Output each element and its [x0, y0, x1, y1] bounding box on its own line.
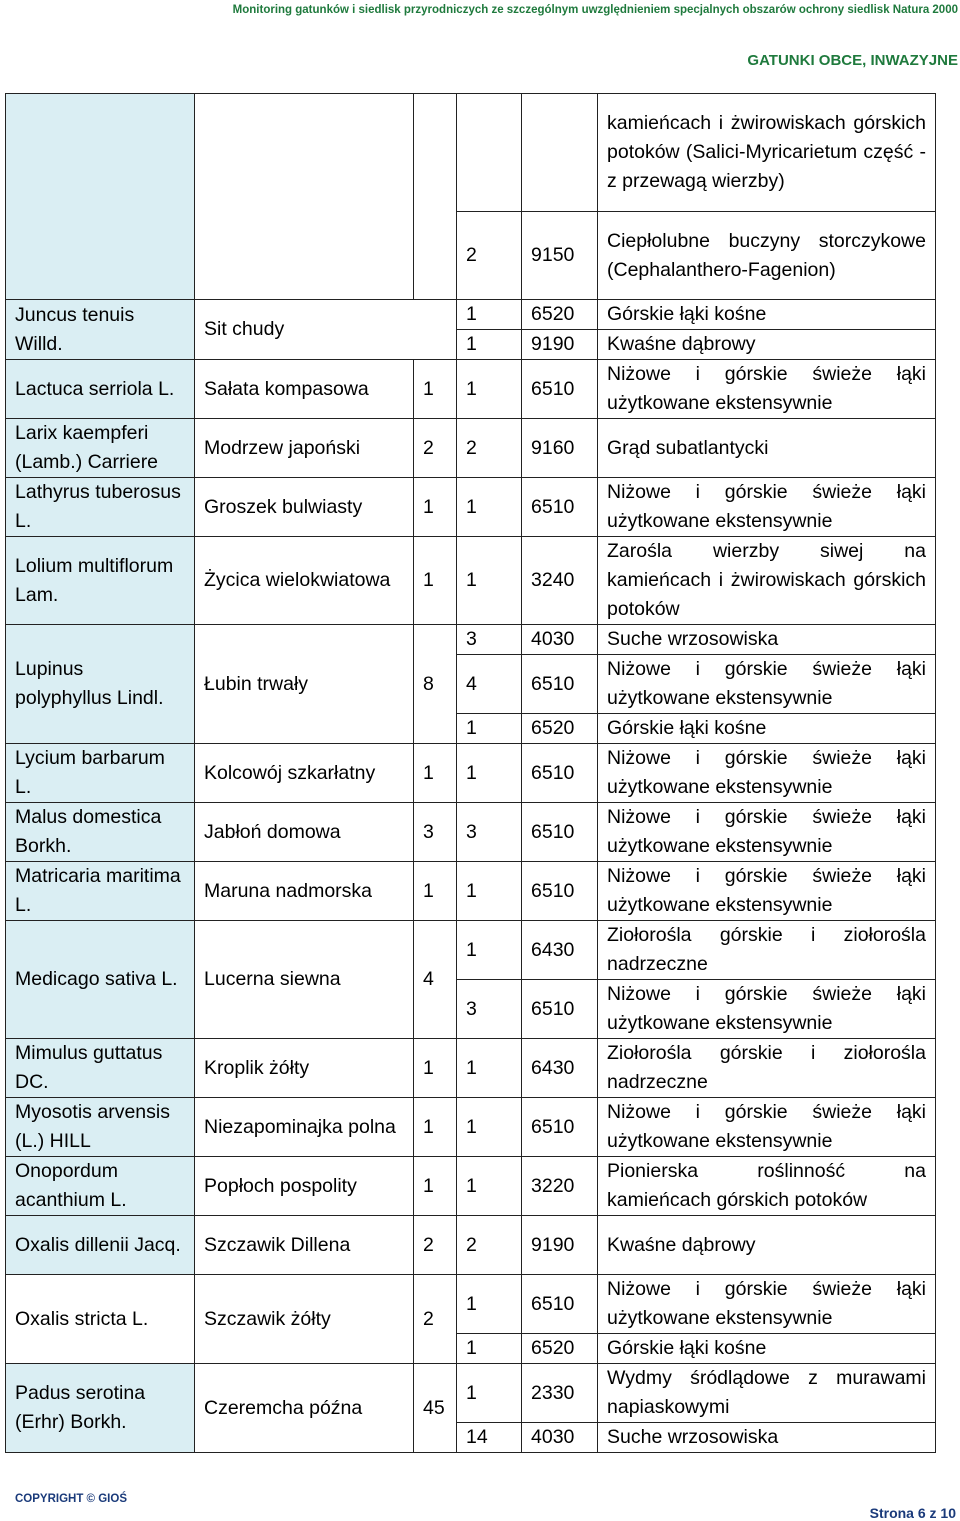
habitat-name-cell: Górskie łąki kośne [598, 300, 936, 330]
habitat-code-cell: 9150 [522, 212, 598, 300]
habitat-name-cell: Niżowe i górskie świeże łąki użytkowane ekstensywnie [598, 1098, 936, 1157]
polish-name-cell: Popłoch pospolity [195, 1157, 414, 1216]
habitat-name-cell: Kwaśne dąbrowy [598, 330, 936, 360]
habitat-code-cell: 6520 [522, 714, 598, 744]
table-row [6, 1098, 936, 1157]
latin-name-cell: Malus domestica Borkh. [6, 803, 195, 862]
habitat-count-cell: 3 [457, 803, 522, 862]
habitat-code-cell: 9190 [522, 1216, 598, 1275]
polish-name-cell: Szczawik żółty [195, 1275, 414, 1364]
habitat-count-cell: 1 [457, 1364, 522, 1423]
table-row [6, 1364, 936, 1423]
latin-name-cell: Oxalis dillenii Jacq. [6, 1216, 195, 1275]
count-cell: 2 [414, 419, 457, 478]
species-table [5, 93, 936, 1453]
count-cell: 45 [414, 1364, 457, 1453]
table-row [6, 1216, 936, 1275]
habitat-count-cell: 1 [457, 360, 522, 419]
table-row [6, 744, 936, 803]
table-row [6, 625, 936, 655]
habitat-code-cell: 6430 [522, 921, 598, 980]
habitat-code-cell: 6510 [522, 655, 598, 714]
count-cell: 1 [414, 1157, 457, 1216]
habitat-name-cell: Zarośla wierzby siwej na kamieńcach i żwirowiskach górskich potoków [598, 537, 936, 625]
table-row [6, 300, 936, 330]
polish-name-cell [195, 94, 414, 300]
latin-name-cell: Lactuca serriola L. [6, 360, 195, 419]
latin-name-cell: Lycium barbarum L. [6, 744, 195, 803]
habitat-name-cell: Górskie łąki kośne [598, 1334, 936, 1364]
habitat-count-cell: 1 [457, 921, 522, 980]
count-cell: 1 [414, 744, 457, 803]
polish-name-cell: Modrzew japoński [195, 419, 414, 478]
habitat-name-cell: kamieńcach i żwirowiskach górskich potoków (Salici-Myricarietum część - z przewagą wierzby) [598, 94, 936, 212]
latin-name-cell: Juncus tenuis Willd. [6, 300, 195, 360]
table-row [6, 921, 936, 980]
habitat-count-cell: 2 [457, 419, 522, 478]
latin-name-cell: Mimulus guttatus DC. [6, 1039, 195, 1098]
table-row [6, 862, 936, 921]
count-cell: 8 [414, 625, 457, 744]
count-cell: 1 [414, 360, 457, 419]
habitat-code-cell: 6510 [522, 862, 598, 921]
page-number: Strona 6 z 10 [869, 1505, 956, 1521]
habitat-code-cell: 3220 [522, 1157, 598, 1216]
habitat-count-cell: 1 [457, 478, 522, 537]
count-cell: 2 [414, 1275, 457, 1364]
latin-name-cell: Onopordum acanthium L. [6, 1157, 195, 1216]
habitat-name-cell: Górskie łąki kośne [598, 714, 936, 744]
habitat-name-cell: Grąd subatlantycki [598, 419, 936, 478]
table-row [6, 478, 936, 537]
habitat-name-cell: Niżowe i górskie świeże łąki użytkowane ekstensywnie [598, 478, 936, 537]
count-cell: 1 [414, 1098, 457, 1157]
habitat-count-cell [457, 94, 522, 212]
habitat-code-cell: 9190 [522, 330, 598, 360]
habitat-count-cell: 1 [457, 1275, 522, 1334]
table-row [6, 419, 936, 478]
latin-name-cell: Oxalis stricta L. [6, 1275, 195, 1364]
table-row [6, 803, 936, 862]
latin-name-cell: Padus serotina (Erhr) Borkh. [6, 1364, 195, 1453]
habitat-count-cell: 1 [457, 330, 522, 360]
latin-name-cell: Lathyrus tuberosus L. [6, 478, 195, 537]
polish-name-cell: Kroplik żółty [195, 1039, 414, 1098]
habitat-name-cell: Suche wrzosowiska [598, 1423, 936, 1453]
count-cell: 1 [414, 862, 457, 921]
polish-name-cell: Czeremcha późna [195, 1364, 414, 1453]
habitat-code-cell [522, 94, 598, 212]
polish-name-cell: Łubin trwały [195, 625, 414, 744]
habitat-code-cell: 6430 [522, 1039, 598, 1098]
habitat-count-cell: 1 [457, 1039, 522, 1098]
habitat-count-cell: 3 [457, 625, 522, 655]
habitat-code-cell: 6510 [522, 360, 598, 419]
section-title: GATUNKI OBCE, INWAZYJNE [747, 52, 958, 69]
count-cell: 2 [414, 1216, 457, 1275]
habitat-code-cell: 6510 [522, 803, 598, 862]
habitat-count-cell: 1 [457, 744, 522, 803]
count-cell: 1 [414, 537, 457, 625]
table-row [6, 360, 936, 419]
habitat-name-cell: Niżowe i górskie świeże łąki użytkowane ekstensywnie [598, 655, 936, 714]
habitat-code-cell: 3240 [522, 537, 598, 625]
count-cell: 3 [414, 803, 457, 862]
habitat-count-cell: 1 [457, 1157, 522, 1216]
habitat-name-cell: Niżowe i górskie świeże łąki użytkowane ekstensywnie [598, 360, 936, 419]
table-row [6, 1039, 936, 1098]
habitat-code-cell: 6510 [522, 744, 598, 803]
habitat-name-cell: Kwaśne dąbrowy [598, 1216, 936, 1275]
habitat-count-cell: 1 [457, 862, 522, 921]
polish-name-cell: Lucerna siewna [195, 921, 414, 1039]
count-cell: 1 [414, 1039, 457, 1098]
count-cell [414, 94, 457, 300]
latin-name-cell: Myosotis arvensis (L.) HILL [6, 1098, 195, 1157]
polish-name-cell: Jabłoń domowa [195, 803, 414, 862]
habitat-name-cell: Niżowe i górskie świeże łąki użytkowane ekstensywnie [598, 1275, 936, 1334]
habitat-name-cell: Niżowe i górskie świeże łąki użytkowane ekstensywnie [598, 980, 936, 1039]
polish-name-cell: Sałata kompasowa [195, 360, 414, 419]
polish-name-cell: Kolcowój szkarłatny [195, 744, 414, 803]
habitat-name-cell: Pionierska roślinność na kamieńcach górskich potoków [598, 1157, 936, 1216]
polish-name-cell: Maruna nadmorska [195, 862, 414, 921]
habitat-code-cell: 6510 [522, 1098, 598, 1157]
latin-name-cell: Lolium multiflorum Lam. [6, 537, 195, 625]
polish-name-cell: Niezapominajka polna [195, 1098, 414, 1157]
habitat-code-cell: 6520 [522, 300, 598, 330]
table-row [6, 94, 936, 212]
habitat-code-cell: 6510 [522, 1275, 598, 1334]
document-header-title: Monitoring gatunków i siedlisk przyrodniczych ze szczególnym uwzględnieniem specjalnych obszarów ochrony siedlisk Natura 2000 [232, 4, 958, 16]
table-row [6, 1275, 936, 1334]
habitat-count-cell: 2 [457, 1216, 522, 1275]
habitat-name-cell: Suche wrzosowiska [598, 625, 936, 655]
latin-name-cell [6, 94, 195, 300]
polish-name-cell: Sit chudy [195, 300, 457, 360]
habitat-name-cell: Ziołorośla górskie i ziołorośla nadrzeczne [598, 921, 936, 980]
habitat-count-cell: 2 [457, 212, 522, 300]
latin-name-cell: Medicago sativa L. [6, 921, 195, 1039]
habitat-name-cell: Niżowe i górskie świeże łąki użytkowane ekstensywnie [598, 862, 936, 921]
habitat-code-cell: 4030 [522, 1423, 598, 1453]
habitat-code-cell: 4030 [522, 625, 598, 655]
polish-name-cell: Życica wielokwiatowa [195, 537, 414, 625]
habitat-count-cell: 4 [457, 655, 522, 714]
table-row [6, 1157, 936, 1216]
habitat-count-cell: 1 [457, 300, 522, 330]
habitat-count-cell: 1 [457, 1098, 522, 1157]
habitat-name-cell: Niżowe i górskie świeże łąki użytkowane ekstensywnie [598, 744, 936, 803]
latin-name-cell: Lupinus polyphyllus Lindl. [6, 625, 195, 744]
habitat-name-cell: Wydmy śródlądowe z murawami napiaskowymi [598, 1364, 936, 1423]
habitat-code-cell: 6520 [522, 1334, 598, 1364]
habitat-count-cell: 14 [457, 1423, 522, 1453]
habitat-name-cell: Ciepłolubne buczyny storczykowe (Cephalanthero-Fagenion) [598, 212, 936, 300]
latin-name-cell: Larix kaempferi (Lamb.) Carriere [6, 419, 195, 478]
habitat-name-cell: Ziołorośla górskie i ziołorośla nadrzeczne [598, 1039, 936, 1098]
polish-name-cell: Groszek bulwiasty [195, 478, 414, 537]
count-cell: 1 [414, 478, 457, 537]
habitat-code-cell: 2330 [522, 1364, 598, 1423]
habitat-count-cell: 1 [457, 537, 522, 625]
habitat-code-cell: 9160 [522, 419, 598, 478]
latin-name-cell: Matricaria maritima L. [6, 862, 195, 921]
habitat-name-cell: Niżowe i górskie świeże łąki użytkowane ekstensywnie [598, 803, 936, 862]
polish-name-cell: Szczawik Dillena [195, 1216, 414, 1275]
table-row [6, 537, 936, 625]
count-cell: 4 [414, 921, 457, 1039]
habitat-count-cell: 3 [457, 980, 522, 1039]
habitat-code-cell: 6510 [522, 980, 598, 1039]
habitat-count-cell: 1 [457, 714, 522, 744]
habitat-code-cell: 6510 [522, 478, 598, 537]
copyright-notice: COPYRIGHT © GIOŚ [15, 1493, 127, 1505]
habitat-count-cell: 1 [457, 1334, 522, 1364]
